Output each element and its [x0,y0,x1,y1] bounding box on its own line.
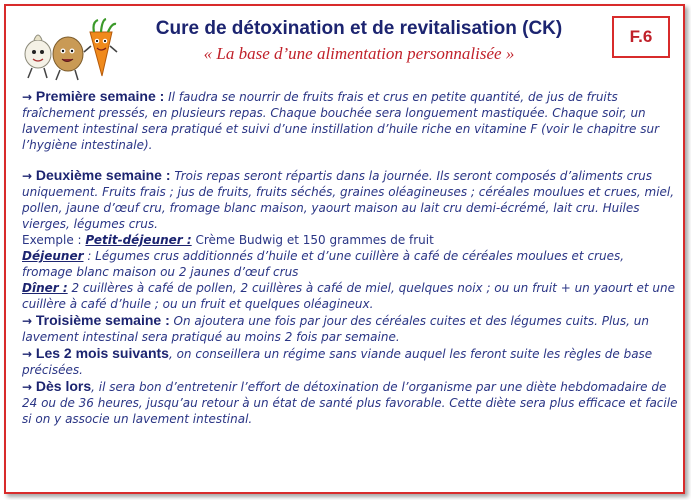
page-subtitle: « La base d’une alimentation personnalisée » [203,44,515,63]
garlic-icon [25,35,51,78]
months2-text: , on conseillera un régime sans viande auquel les feront suite les règles de base précisées. [22,347,653,377]
carrot-icon [84,19,117,76]
week2-heading: Deuxième semaine : [35,167,171,183]
week2-paragraph [22,167,678,232]
arrow-icon: → [22,380,33,394]
arrow-icon: → [22,347,33,361]
vegetables-illustration [20,18,120,84]
document-body [22,88,678,427]
lunch-text: : Légumes crus additionnés d’huile et d’une cuillère à café de céréales moulues et crues, fromage blanc maison ou 2 jaunes d’œuf crus [22,249,625,279]
dinner-text: 2 cuillères à café de pollen, 2 cuillères à café de miel, quelques noix ; ou un fruit + un yaourt et une cuillère à café d’huile ; ou un fruit et quelques oléagineux. [22,281,675,311]
lunch-line [22,248,678,280]
arrow-icon: → [22,90,33,104]
example-line [22,232,678,248]
months2-heading: Les 2 mois suivants [35,345,169,361]
arrow-icon: → [22,169,33,183]
week1-text: Il faudra se nourrir de fruits frais et crus en petite quantité, de jus de fruits fraîchement pressés, en plusieurs repas. Chaque bouchée sera longuement mastiquée. Chaque soir, un lavement intestinal sera pratiqué et suivi d’une instillation d’huile riche en vitamine F (voir le chapitre sur l’hygiène intestinale). [22,90,660,152]
potato-icon [53,37,83,80]
document-frame [4,4,685,494]
after-text: , il sera bon d’entretenir l’effort de détoxination de l’organisme par une diète hebdomadaire de 24 ou de 36 heures, jusqu’au retour à un état de santé plus favorable. Cette diète sera plus efficace et facile si on y associe un lavement intestinal. [22,380,678,426]
breakfast-label: Petit-déjeuner : [85,233,192,247]
months2-paragraph [22,345,678,378]
lunch-label: Déjeuner [22,249,84,263]
week1-paragraph [22,88,678,153]
arrow-icon: → [22,314,33,328]
week3-paragraph [22,312,678,345]
example-prefix: Exemple : [22,233,86,247]
dinner-label: Dîner : [22,281,68,295]
dinner-line [22,280,678,312]
week1-heading: Première semaine : [35,88,165,104]
week3-text: On ajoutera une fois par jour des céréales cuites et des légumes cuits. Plus, un lavement intestinal sera pratiqué au moins 2 fois par semaine. [22,314,649,344]
sheet-number-badge: F.6 [612,16,670,58]
breakfast-text: Crème Budwig et 150 grammes de fruit [191,233,434,247]
after-heading: Dès lors [35,378,92,394]
after-paragraph [22,378,678,427]
week3-heading: Troisième semaine : [35,312,170,328]
week2-text: Trois repas seront répartis dans la journée. Ils seront composés d’aliments crus uniquement. Fruits frais ; jus de fruits, fruits séchés, graines oléagineuses ; céréales moulues et crues, miel, pollen, jaune d’œuf cru, fromage blanc maison, yaourt maison au lait cru demi-écrémé, lait cru. Huiles vierges, légumes crus. [22,169,675,231]
page-title: Cure de détoxination et de revitalisation (CK) [155,18,563,39]
